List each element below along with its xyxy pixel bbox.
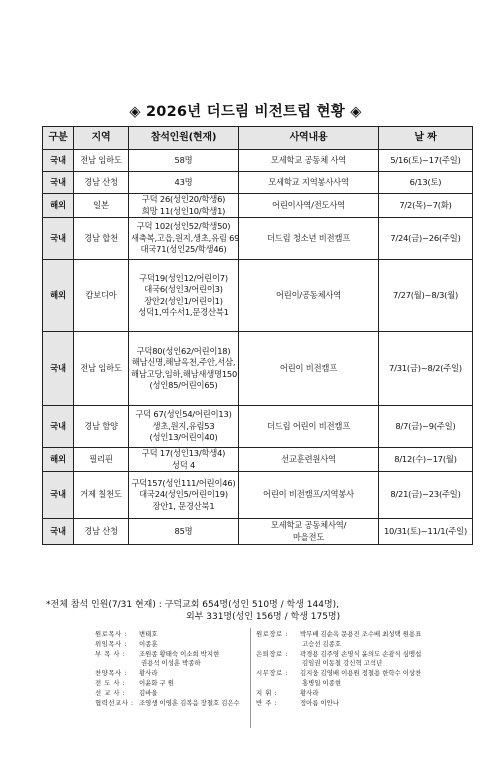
- staff-role: 원로장로 :: [256, 630, 288, 638]
- staff-row: [256, 679, 421, 689]
- staff-names: 정아름 이안나: [300, 698, 340, 707]
- cell-attendance-line: 구덕 67(성인54/어린이13): [135, 409, 232, 420]
- cell-ministry-line: 모세학교 공동체 사역: [270, 154, 347, 165]
- cell-scope: 국내: [43, 218, 74, 260]
- staff-row: [95, 679, 240, 689]
- staff-row: [95, 669, 240, 679]
- staff-names: 이윤화 구 원: [139, 678, 174, 687]
- cell-date: 8/12(수)~17(월): [379, 448, 473, 472]
- staff-row: [95, 699, 240, 709]
- staff-names: 황사라: [300, 688, 319, 697]
- cell-attendance-line: 58명: [174, 154, 193, 165]
- cell-date: 5/16(토)~17(주일): [379, 150, 473, 172]
- cell-attendance: [129, 448, 239, 472]
- staff-role: 은퇴장로 :: [256, 649, 288, 658]
- page-title: ◈ 2026년 더드림 비전트립 현황 ◈: [129, 104, 362, 120]
- table-row: [43, 448, 473, 472]
- staff-row: [256, 689, 421, 699]
- table-body: [43, 150, 473, 545]
- cell-date: 8/7(금)~9(주일): [379, 406, 473, 448]
- cell-attendance: [129, 332, 239, 406]
- staff-row: [95, 650, 240, 660]
- cell-attendance-line: (성인13/어린이40): [149, 432, 218, 443]
- cell-attendance: [129, 172, 239, 194]
- cell-attendance-line: 대국71(성인25/학생46): [140, 244, 227, 255]
- header-region: 지역: [74, 127, 129, 150]
- cell-date: 7/2(목)~7(화): [379, 194, 473, 218]
- cell-attendance-line: 구덕 26(성인20/학생6): [141, 194, 226, 204]
- cell-attendance-line: 해남고당,임하,해남새생명150: [131, 368, 238, 379]
- cell-attendance: [129, 472, 239, 519]
- cell-region: 캄보디아: [74, 260, 129, 332]
- staff-names: 이종훈: [139, 639, 158, 648]
- table-row: [43, 172, 473, 194]
- table-row: [43, 472, 473, 519]
- cell-attendance-line: 해남신명,해남옥천,주안,서삼,: [131, 357, 236, 367]
- cell-attendance-line: 85명: [174, 525, 193, 536]
- summary-line-1: *전체 참석 인원(7/31 현재) : 구덕교회 654명(성인 510명 / 학생 144명),: [46, 600, 340, 610]
- staff-list-elders: [256, 630, 421, 708]
- staff-row: [256, 669, 421, 679]
- cell-ministry-line: 어린이 비전캠프: [279, 362, 338, 373]
- table-row: [43, 194, 473, 218]
- header-ministry: 사역내용: [239, 127, 379, 150]
- header-attendance: 참석인원(현재): [129, 127, 239, 150]
- cell-attendance-line: 구덕157(성인111/어린이46): [131, 477, 236, 488]
- staff-names: 권용석 이성훈 박종하: [141, 659, 201, 668]
- cell-attendance-line: 구덕19(성인12/어린이7): [139, 272, 228, 283]
- staff-row: [256, 640, 421, 650]
- staff-row: [256, 650, 421, 660]
- table-header-row: [43, 127, 473, 150]
- cell-ministry-line: 마을전도: [292, 531, 325, 542]
- cell-region: 전남 임하도: [74, 332, 129, 406]
- cell-attendance: [129, 194, 239, 218]
- cell-attendance-line: 희망 11(성인10/학생1): [141, 205, 226, 216]
- cell-ministry-line: 어린이/공동체사역: [275, 289, 342, 300]
- cell-date: 7/31(금)~8/2(주일): [379, 332, 473, 406]
- cell-ministry: [239, 448, 379, 472]
- cell-scope: 국내: [43, 150, 74, 172]
- staff-names: 조원종 황태숙 이소희 박지현: [139, 649, 220, 658]
- cell-scope: 해외: [43, 260, 74, 332]
- cell-ministry: [239, 519, 379, 545]
- staff-role: 부 목 사 :: [95, 649, 126, 658]
- cell-attendance-line: 성덕 4: [171, 459, 196, 470]
- staff-row: [256, 630, 421, 640]
- staff-row: [256, 699, 421, 709]
- cell-region: 경남 함양: [74, 406, 129, 448]
- staff-role: 원로목사 :: [95, 630, 127, 638]
- table-row: [43, 218, 473, 260]
- staff-divider: [250, 628, 251, 728]
- cell-attendance-line: 구덕80(성인62/어린이18): [136, 345, 231, 356]
- cell-ministry-line: 어린이 비전캠프/지역봉사: [263, 489, 354, 500]
- cell-scope: 국내: [43, 472, 74, 519]
- staff-names: 박무배 김순옥 문용진 조수배 최성택 원용표: [300, 630, 422, 638]
- cell-region: 일본: [74, 194, 129, 218]
- cell-attendance-line: 대국6(성인3/어린이3): [144, 284, 223, 294]
- cell-attendance-line: 장안2(성인1/어린이1): [144, 295, 223, 306]
- cell-ministry-line: 더드림 어린이 비전캠프: [266, 420, 351, 431]
- cell-region: 경남 산청: [74, 519, 129, 545]
- staff-names: 변태호: [139, 630, 158, 638]
- cell-ministry: [239, 218, 379, 260]
- cell-ministry: [239, 406, 379, 448]
- staff-row: [95, 630, 240, 640]
- cell-date: 6/13(토): [379, 172, 473, 194]
- staff-names: 김바울: [139, 688, 158, 697]
- cell-date: 7/24(금)~26(주일): [379, 218, 473, 260]
- cell-region: 경남 산청: [74, 172, 129, 194]
- cell-date: 8/21(금)~23(주일): [379, 472, 473, 519]
- cell-scope: 해외: [43, 448, 74, 472]
- cell-ministry: [239, 332, 379, 406]
- table-row: [43, 260, 473, 332]
- cell-attendance-line: 구덕 17(성인13/학생4): [141, 448, 226, 458]
- cell-ministry: [239, 150, 379, 172]
- cell-region: 전남 임하도: [74, 150, 129, 172]
- cell-attendance-line: 장안1, 문경산북1: [152, 500, 215, 511]
- cell-ministry-line: 모세학교 공동체사역/: [270, 520, 347, 530]
- cell-scope: 국내: [43, 519, 74, 545]
- staff-names: 홍병일 이종현: [302, 678, 342, 687]
- cell-attendance: [129, 218, 239, 260]
- cell-attendance: [129, 150, 239, 172]
- cell-attendance-line: 대국24(성인5/어린이19): [139, 489, 228, 500]
- staff-role: 지 휘 :: [256, 688, 278, 697]
- cell-date: 7/27(월)~8/3(월): [379, 260, 473, 332]
- staff-role: 협력선교사 :: [95, 698, 134, 707]
- staff-list-pastors: [95, 630, 240, 708]
- cell-ministry: [239, 194, 379, 218]
- table-row: [43, 332, 473, 406]
- cell-attendance-line: 생초,원지,유림53: [152, 420, 215, 431]
- staff-role: 전 도 사 :: [95, 678, 126, 687]
- staff-names: 김지웅 김영배 이용원 정철용 한학수 이상찬: [300, 669, 422, 678]
- cell-ministry-line: 어린이사역/전도사역: [272, 199, 345, 210]
- staff-role: 시무장로 :: [256, 669, 288, 678]
- header-date: 날 짜: [379, 127, 473, 150]
- cell-ministry-line: 모세학교 지역봉사사역: [268, 176, 349, 187]
- cell-region: 거제 칠천도: [74, 472, 129, 519]
- cell-attendance-line: (성인85/어린이65): [149, 380, 218, 390]
- cell-region: 경남 합천: [74, 218, 129, 260]
- cell-ministry: [239, 472, 379, 519]
- summary-line-2: 외부 331명(성인 156명 / 학생 175명): [186, 612, 341, 622]
- cell-attendance: [129, 260, 239, 332]
- cell-ministry: [239, 260, 379, 332]
- staff-row: [95, 659, 240, 669]
- staff-role: 반 주 :: [256, 698, 278, 707]
- cell-attendance-line: 43명: [174, 176, 193, 187]
- vision-trip-table: [42, 126, 473, 545]
- cell-attendance-line: 구덕 102(성인52/학생50): [136, 221, 231, 232]
- staff-names: 김임권 이동철 강신혁 고석년: [302, 659, 383, 668]
- table-row: [43, 406, 473, 448]
- cell-attendance-line: 성덕1,여수서1,문경산북1: [138, 307, 229, 317]
- cell-attendance: [129, 406, 239, 448]
- table-row: [43, 519, 473, 545]
- cell-attendance-line: 새축복,고읍,원지,생초,유림 69: [131, 232, 240, 243]
- staff-names: 황사라: [139, 669, 158, 678]
- cell-date: 10/31(토)~11/1(주일): [379, 519, 473, 545]
- cell-region: 필리핀: [74, 448, 129, 472]
- cell-scope: 국내: [43, 406, 74, 448]
- cell-ministry-line: 더드림 청소년 비전캠프: [266, 232, 351, 243]
- cell-scope: 해외: [43, 194, 74, 218]
- staff-role: 선 교 사 :: [95, 688, 126, 697]
- staff-names: 조영생 이영훈 김복음 장철호 김은수: [139, 698, 240, 707]
- cell-ministry: [239, 172, 379, 194]
- cell-attendance: [129, 519, 239, 545]
- cell-scope: 국내: [43, 172, 74, 194]
- staff-role: 위임목사 :: [95, 639, 127, 648]
- staff-role: 찬양목사 :: [95, 669, 127, 678]
- table-row: [43, 150, 473, 172]
- attendance-summary: [46, 599, 340, 623]
- staff-row: [95, 640, 240, 650]
- cell-scope: 국내: [43, 332, 74, 406]
- staff-names: 곽경용 김주영 손명식 윤의도 손광식 심맹섭: [300, 649, 422, 658]
- staff-row: [256, 659, 421, 669]
- staff-row: [95, 689, 240, 699]
- staff-names: 고승선 김종호: [302, 639, 342, 648]
- header-scope: 구분: [43, 127, 74, 150]
- cell-ministry-line: 선교훈련원사역: [281, 453, 336, 464]
